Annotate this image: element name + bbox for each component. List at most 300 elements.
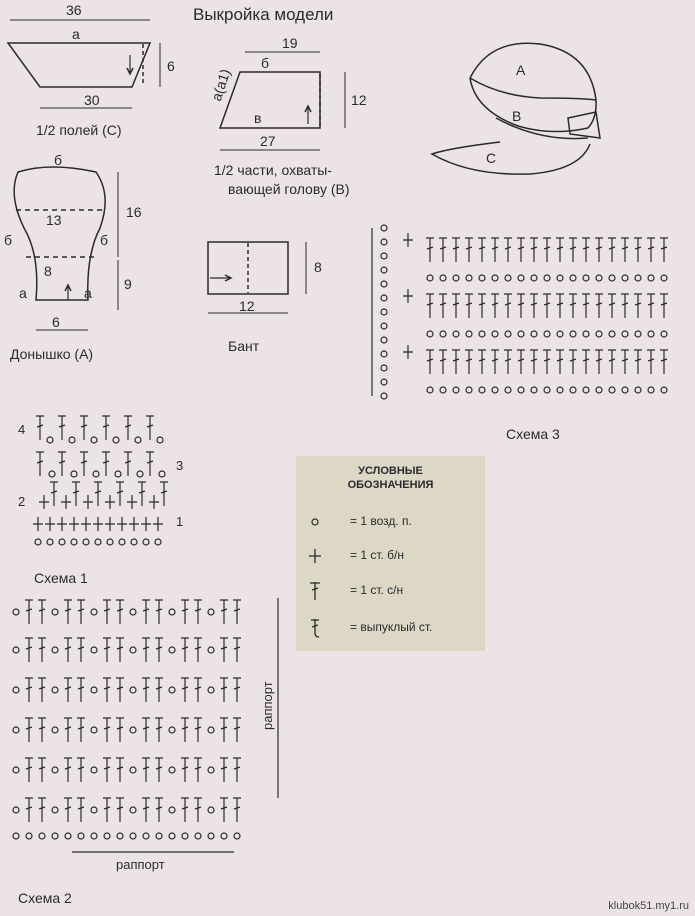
crown-top-label: б (54, 152, 63, 168)
double-crochet-stitch (530, 350, 538, 374)
chain-stitch (208, 767, 214, 773)
double-crochet-stitch (582, 294, 590, 318)
chain-stitch (135, 437, 141, 443)
double-crochet-stitch (647, 238, 655, 262)
double-crochet-stitch (64, 678, 72, 702)
chain-stitch (91, 647, 97, 653)
chain-stitch (479, 331, 485, 337)
double-crochet-stitch (426, 294, 434, 318)
chain-stitch (453, 387, 459, 393)
scheme1-row-1: 1 (176, 514, 184, 529)
double-crochet-stitch (38, 638, 46, 662)
double-crochet-stitch (220, 758, 228, 782)
double-crochet-stitch (142, 758, 150, 782)
double-crochet-stitch (660, 294, 668, 318)
chain-stitch (492, 275, 498, 281)
chain-stitch (381, 225, 387, 231)
chain-stitch (381, 379, 387, 385)
scheme1-caption: Схема 1 (34, 570, 88, 586)
chain-stitch (208, 807, 214, 813)
chain-stitch (557, 275, 563, 281)
single-crochet-stitch (81, 517, 91, 531)
double-crochet-stitch (80, 416, 88, 440)
chain-stitch (505, 387, 511, 393)
double-crochet-stitch (426, 238, 434, 262)
double-crochet-stitch (465, 294, 473, 318)
single-crochet-stitch (61, 495, 71, 509)
chain-stitch (427, 331, 433, 337)
double-crochet-stitch (491, 238, 499, 262)
chain-stitch (13, 647, 19, 653)
band-height: 12 (351, 92, 367, 108)
double-crochet-stitch (77, 600, 85, 624)
chain-stitch (52, 807, 58, 813)
brim-top-width: 36 (66, 2, 82, 18)
chain-stitch (115, 471, 121, 477)
double-crochet-stitch (194, 638, 202, 662)
single-crochet-stitch (83, 495, 93, 509)
chain-stitch (13, 687, 19, 693)
double-crochet-stitch (233, 758, 241, 782)
legend-text: = 1 ст. с/н (350, 583, 404, 597)
double-crochet-stitch (452, 350, 460, 374)
double-crochet-stitch (478, 350, 486, 374)
double-crochet-stitch (582, 238, 590, 262)
double-crochet-stitch (660, 238, 668, 262)
double-crochet-stitch (504, 294, 512, 318)
chain-stitch (69, 437, 75, 443)
legend-row (296, 617, 485, 639)
chain-stitch (208, 687, 214, 693)
double-crochet-stitch (621, 294, 629, 318)
crown-right-upper-label: б (100, 232, 109, 248)
chain-stitch (570, 331, 576, 337)
chain-stitch (156, 833, 162, 839)
double-crochet-stitch (103, 758, 111, 782)
double-crochet-stitch (25, 638, 33, 662)
double-crochet-stitch (77, 718, 85, 742)
chain-stitch (13, 807, 19, 813)
double-crochet-stitch (103, 718, 111, 742)
double-crochet-stitch (155, 638, 163, 662)
chain-stitch (648, 275, 654, 281)
chain-stitch (95, 539, 101, 545)
chain-stitch (91, 609, 97, 615)
double-crochet-stitch (233, 638, 241, 662)
chain-stitch-icon (306, 511, 324, 533)
chain-stitch (208, 833, 214, 839)
chain-stitch (130, 807, 136, 813)
crown-lower-width: 8 (44, 263, 52, 279)
chain-stitch (583, 275, 589, 281)
chain-stitch (570, 387, 576, 393)
double-crochet-stitch (543, 238, 551, 262)
double-crochet-stitch (138, 482, 146, 506)
double-crochet-stitch (64, 798, 72, 822)
single-crochet-stitch (45, 517, 55, 531)
double-crochet-stitch (233, 798, 241, 822)
double-crochet-stitch (181, 638, 189, 662)
chain-stitch (71, 471, 77, 477)
double-crochet-stitch (94, 482, 102, 506)
legend-row (296, 511, 485, 533)
single-crochet-stitch (141, 517, 151, 531)
chain-stitch (518, 275, 524, 281)
double-crochet-stitch (517, 238, 525, 262)
chain-stitch (661, 275, 667, 281)
chain-stitch (381, 281, 387, 287)
scheme3-caption: Схема 3 (506, 426, 560, 442)
double-crochet-stitch (181, 718, 189, 742)
chain-stitch (544, 387, 550, 393)
scheme1-grid (33, 416, 168, 545)
hat-label-brim: C (486, 150, 497, 166)
chain-stitch (466, 387, 472, 393)
double-crochet-stitch (543, 294, 551, 318)
chain-stitch (169, 687, 175, 693)
double-crochet-stitch (504, 238, 512, 262)
chain-stitch (47, 437, 53, 443)
double-crochet-stitch (621, 350, 629, 374)
chain-stitch (381, 253, 387, 259)
double-crochet-stitch (569, 238, 577, 262)
chain-stitch (169, 833, 175, 839)
single-crochet-stitch (129, 517, 139, 531)
brim-bottom-width: 30 (84, 92, 100, 108)
chain-stitch (71, 539, 77, 545)
chain-stitch (91, 687, 97, 693)
chain-stitch (622, 331, 628, 337)
chain-stitch (453, 275, 459, 281)
scheme2-caption: Схема 2 (18, 890, 72, 906)
chain-stitch (137, 471, 143, 477)
double-crochet-stitch (103, 798, 111, 822)
watermark: klubok51.my1.ru (608, 900, 689, 912)
chain-stitch (609, 387, 615, 393)
chain-stitch (622, 387, 628, 393)
chain-stitch (492, 387, 498, 393)
double-crochet-stitch (543, 350, 551, 374)
double-crochet-stitch (608, 238, 616, 262)
double-crochet-stitch (64, 718, 72, 742)
band-caption-line2: вающей голову (В) (228, 181, 350, 197)
chain-stitch (59, 539, 65, 545)
brim-edge-label: a (72, 26, 80, 42)
chain-stitch (381, 239, 387, 245)
double-crochet-stitch (142, 638, 150, 662)
chain-stitch (52, 727, 58, 733)
chain-stitch (104, 833, 110, 839)
double-crochet-stitch (621, 238, 629, 262)
double-crochet-stitch (556, 238, 564, 262)
double-crochet-stitch (116, 600, 124, 624)
double-crochet-stitch (142, 718, 150, 742)
double-crochet-stitch (181, 758, 189, 782)
double-crochet-stitch (517, 350, 525, 374)
double-crochet-stitch (439, 294, 447, 318)
double-crochet-stitch (608, 350, 616, 374)
double-crochet-stitch (220, 798, 228, 822)
scheme3-grid (372, 225, 668, 399)
chain-stitch (505, 275, 511, 281)
chain-stitch (91, 767, 97, 773)
chain-stitch (531, 331, 537, 337)
legend-text: = 1 ст. б/н (350, 548, 405, 562)
chain-stitch (13, 767, 19, 773)
chain-stitch (453, 331, 459, 337)
chain-stitch (169, 767, 175, 773)
chain-stitch (609, 331, 615, 337)
chain-stitch (47, 539, 53, 545)
chain-stitch (83, 539, 89, 545)
double-crochet-stitch (155, 678, 163, 702)
double-crochet-stitch (181, 600, 189, 624)
double-crochet-stitch (58, 452, 66, 476)
double-crochet-stitch (25, 718, 33, 742)
double-crochet-stitch (194, 678, 202, 702)
legend-text: = выпуклый ст. (350, 620, 433, 634)
double-crochet-stitch (38, 718, 46, 742)
double-crochet-stitch (36, 452, 44, 476)
chain-stitch (583, 331, 589, 337)
double-crochet-stitch (595, 238, 603, 262)
chain-stitch (583, 387, 589, 393)
chain-stitch (557, 331, 563, 337)
band-top-label: б (261, 55, 270, 71)
double-crochet-stitch (595, 350, 603, 374)
double-crochet-stitch (194, 718, 202, 742)
crown-left-upper-label: б (4, 232, 13, 248)
chain-stitch (427, 387, 433, 393)
chain-stitch (381, 267, 387, 273)
single-crochet-stitch (39, 495, 49, 509)
double-crochet-stitch (634, 350, 642, 374)
chain-stitch (596, 387, 602, 393)
band-bottom-label: в (254, 110, 262, 126)
double-crochet-stitch (38, 600, 46, 624)
chain-stitch (159, 471, 165, 477)
chain-stitch (13, 609, 19, 615)
double-crochet-stitch (64, 758, 72, 782)
double-crochet-stitch (530, 238, 538, 262)
chain-stitch (208, 727, 214, 733)
single-crochet-stitch (93, 517, 103, 531)
band-top-width: 19 (282, 35, 298, 51)
double-crochet-stitch (426, 350, 434, 374)
chain-stitch (119, 539, 125, 545)
chain-stitch (622, 275, 628, 281)
crown-left-lower-label: а (19, 285, 27, 301)
chain-stitch (130, 727, 136, 733)
double-crochet-stitch (80, 452, 88, 476)
double-crochet-stitch (556, 294, 564, 318)
scheme2-repeat-horizontal: раппорт (116, 857, 165, 872)
chain-stitch (531, 387, 537, 393)
brim-piece-outline (8, 43, 150, 87)
single-crochet-stitch (403, 233, 413, 247)
double-crochet-stitch (465, 350, 473, 374)
double-crochet-stitch (233, 718, 241, 742)
double-crochet-stitch (25, 758, 33, 782)
double-crochet-stitch (25, 798, 33, 822)
single-crochet-stitch (403, 345, 413, 359)
chain-stitch (479, 275, 485, 281)
chain-stitch (91, 807, 97, 813)
chain-stitch (440, 275, 446, 281)
double-crochet-stitch (116, 758, 124, 782)
chain-stitch (648, 387, 654, 393)
legend-row (296, 545, 485, 567)
chain-stitch (130, 833, 136, 839)
chain-stitch (49, 471, 55, 477)
chain-stitch (381, 323, 387, 329)
double-crochet-stitch (116, 678, 124, 702)
chain-stitch (91, 727, 97, 733)
chain-stitch (169, 807, 175, 813)
post-stitch-icon (306, 617, 324, 639)
double-crochet-stitch (233, 600, 241, 624)
double-crochet-stitch (38, 758, 46, 782)
legend-title-line1: УСЛОВНЫЕ (358, 465, 423, 477)
chain-stitch (531, 275, 537, 281)
scheme1-row-3: 3 (176, 458, 184, 473)
bow-width: 12 (239, 298, 255, 314)
double-crochet-stitch (660, 350, 668, 374)
double-crochet-stitch (103, 638, 111, 662)
chain-stitch (143, 539, 149, 545)
double-crochet-stitch (25, 600, 33, 624)
double-crochet-stitch (50, 482, 58, 506)
double-crochet-stitch (478, 238, 486, 262)
double-crochet-stitch (194, 798, 202, 822)
scheme1-row-4: 4 (18, 422, 26, 437)
double-crochet-stitch (491, 294, 499, 318)
chain-stitch (130, 767, 136, 773)
chain-stitch (52, 767, 58, 773)
hat-label-top: A (516, 62, 526, 78)
bow-height: 8 (314, 259, 322, 275)
chain-stitch (596, 331, 602, 337)
double-crochet-stitch (634, 294, 642, 318)
chain-stitch (492, 331, 498, 337)
double-crochet-stitch (72, 482, 80, 506)
single-crochet-stitch (105, 495, 115, 509)
chain-stitch (169, 727, 175, 733)
double-crochet-stitch (220, 600, 228, 624)
band-bottom-width: 27 (260, 133, 276, 149)
double-crochet-stitch (647, 350, 655, 374)
single-crochet-stitch (117, 517, 127, 531)
double-crochet-stitch (582, 350, 590, 374)
chain-stitch (661, 387, 667, 393)
single-crochet-stitch (105, 517, 115, 531)
crown-piece-outline (14, 167, 105, 300)
double-crochet-stitch (124, 416, 132, 440)
brim-height: 6 (167, 58, 175, 74)
double-crochet-stitch (220, 678, 228, 702)
single-crochet-icon (306, 545, 324, 567)
crown-bottom-width: 6 (52, 314, 60, 330)
chain-stitch (381, 295, 387, 301)
double-crochet-stitch (102, 452, 110, 476)
chain-stitch (78, 833, 84, 839)
legend-title (296, 464, 485, 492)
double-crochet-stitch (142, 678, 150, 702)
chain-stitch (52, 609, 58, 615)
band-caption-line1: 1/2 части, охваты- (214, 162, 332, 178)
chain-stitch (52, 687, 58, 693)
chain-stitch (381, 393, 387, 399)
crown-right-lower-label: а (84, 285, 92, 301)
double-crochet-stitch (146, 416, 154, 440)
chain-stitch (91, 833, 97, 839)
chain-stitch (130, 609, 136, 615)
chain-stitch (39, 833, 45, 839)
double-crochet-stitch (181, 678, 189, 702)
double-crochet-stitch (220, 638, 228, 662)
double-crochet-stitch (103, 678, 111, 702)
chain-stitch (208, 647, 214, 653)
chain-stitch (234, 833, 240, 839)
chain-stitch (479, 387, 485, 393)
double-crochet-stitch (25, 678, 33, 702)
double-crochet-stitch (647, 294, 655, 318)
chain-stitch (440, 387, 446, 393)
chain-stitch (661, 331, 667, 337)
scheme1-row-2: 2 (18, 494, 26, 509)
hat-label-middle: B (512, 108, 522, 124)
single-crochet-stitch (127, 495, 137, 509)
chain-stitch (635, 331, 641, 337)
chain-stitch (143, 833, 149, 839)
chain-stitch (381, 351, 387, 357)
crown-upper-height: 16 (126, 204, 142, 220)
double-crochet-stitch (160, 482, 168, 506)
crown-caption: Донышко (А) (10, 346, 94, 362)
double-crochet-stitch (439, 350, 447, 374)
double-crochet-stitch (194, 758, 202, 782)
chain-stitch (91, 437, 97, 443)
hat-brim-outline (432, 142, 590, 174)
chain-stitch (195, 833, 201, 839)
chain-stitch (117, 833, 123, 839)
single-crochet-stitch (69, 517, 79, 531)
chain-stitch (570, 275, 576, 281)
chain-stitch (466, 275, 472, 281)
double-crochet-stitch (116, 638, 124, 662)
double-crochet-stitch (155, 798, 163, 822)
double-crochet-stitch (116, 798, 124, 822)
chain-stitch (648, 331, 654, 337)
chain-stitch (13, 727, 19, 733)
double-crochet-stitch (233, 678, 241, 702)
chain-stitch (544, 275, 550, 281)
chain-stitch (635, 275, 641, 281)
chain-stitch (544, 331, 550, 337)
double-crochet-stitch (220, 718, 228, 742)
double-crochet-stitch (452, 294, 460, 318)
double-crochet-stitch (452, 238, 460, 262)
chain-stitch (155, 539, 161, 545)
single-crochet-stitch (403, 289, 413, 303)
chain-stitch (107, 539, 113, 545)
double-crochet-stitch (504, 350, 512, 374)
chain-stitch (609, 275, 615, 281)
chain-stitch (113, 437, 119, 443)
double-crochet-stitch (116, 482, 124, 506)
single-crochet-stitch (57, 517, 67, 531)
chain-stitch (635, 387, 641, 393)
